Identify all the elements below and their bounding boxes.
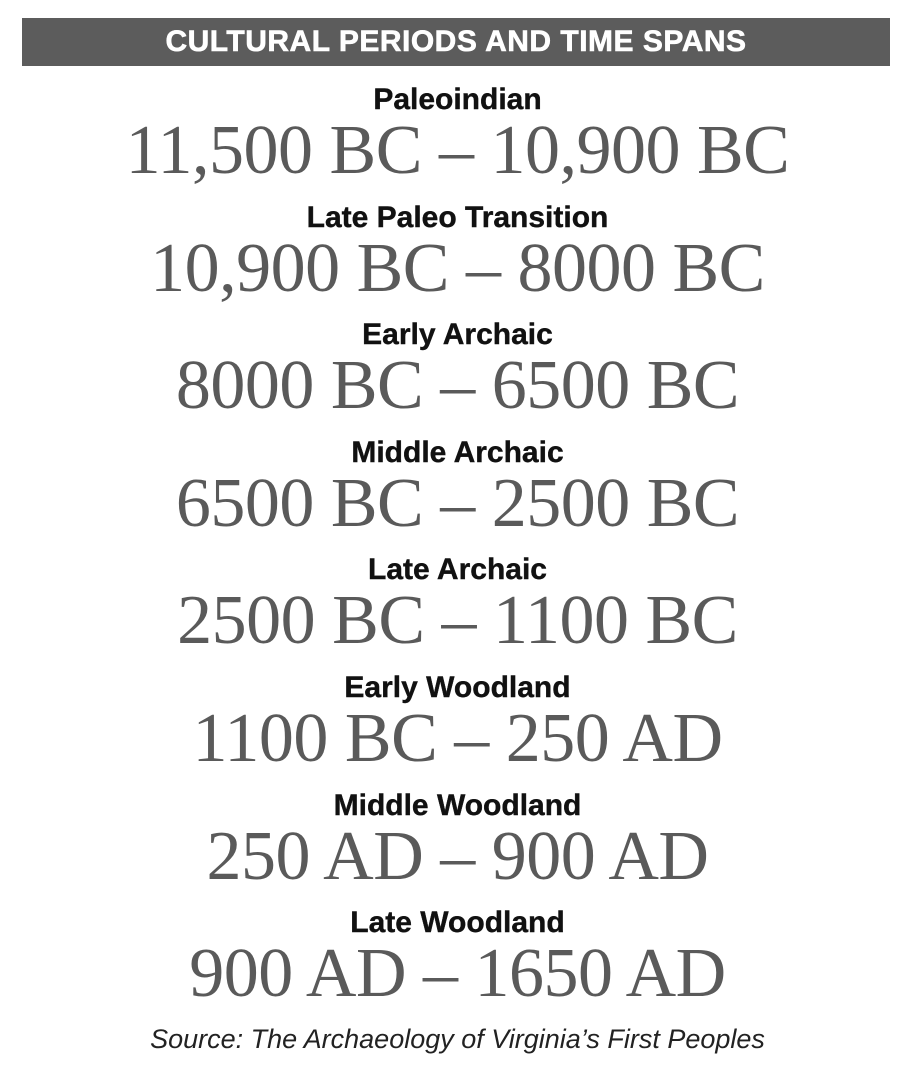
period-name: Paleoindian: [373, 83, 542, 116]
period-item: [0, 82, 915, 200]
period-name: Middle Woodland: [333, 788, 582, 822]
period-name: Late Woodland: [350, 906, 565, 940]
period-span: 11,500 BC – 10,900 BC: [125, 112, 790, 189]
period-item: [0, 435, 915, 553]
period-item: [0, 788, 915, 906]
period-span: 8000 BC – 6500 BC: [175, 347, 740, 425]
period-name: Late Paleo Transition: [306, 200, 609, 234]
period-item: [0, 670, 915, 788]
period-span: 250 AD – 900 AD: [206, 817, 709, 895]
period-name: Early Woodland: [344, 670, 571, 704]
period-item: [0, 200, 915, 318]
period-span: 1100 BC – 250 AD: [192, 699, 723, 777]
period-name: Middle Archaic: [351, 435, 564, 469]
period-item: [0, 317, 915, 435]
period-name: Early Archaic: [362, 318, 553, 352]
period-list: [0, 82, 915, 1023]
period-span: 6500 BC – 2500 BC: [175, 464, 740, 542]
title-banner: [22, 18, 890, 66]
period-span: 2500 BC – 1100 BC: [177, 582, 738, 660]
period-item: [0, 905, 915, 1023]
period-span: 900 AD – 1650 AD: [189, 935, 726, 1013]
period-item: [0, 552, 915, 670]
period-span: 10,900 BC – 8000 BC: [150, 229, 765, 307]
source-credit: Source: The Archaeology of Virginia’s First Peoples: [150, 1024, 765, 1054]
period-name: Late Archaic: [368, 553, 547, 587]
page-title: CULTURAL PERIODS AND TIME SPANS: [165, 25, 747, 58]
